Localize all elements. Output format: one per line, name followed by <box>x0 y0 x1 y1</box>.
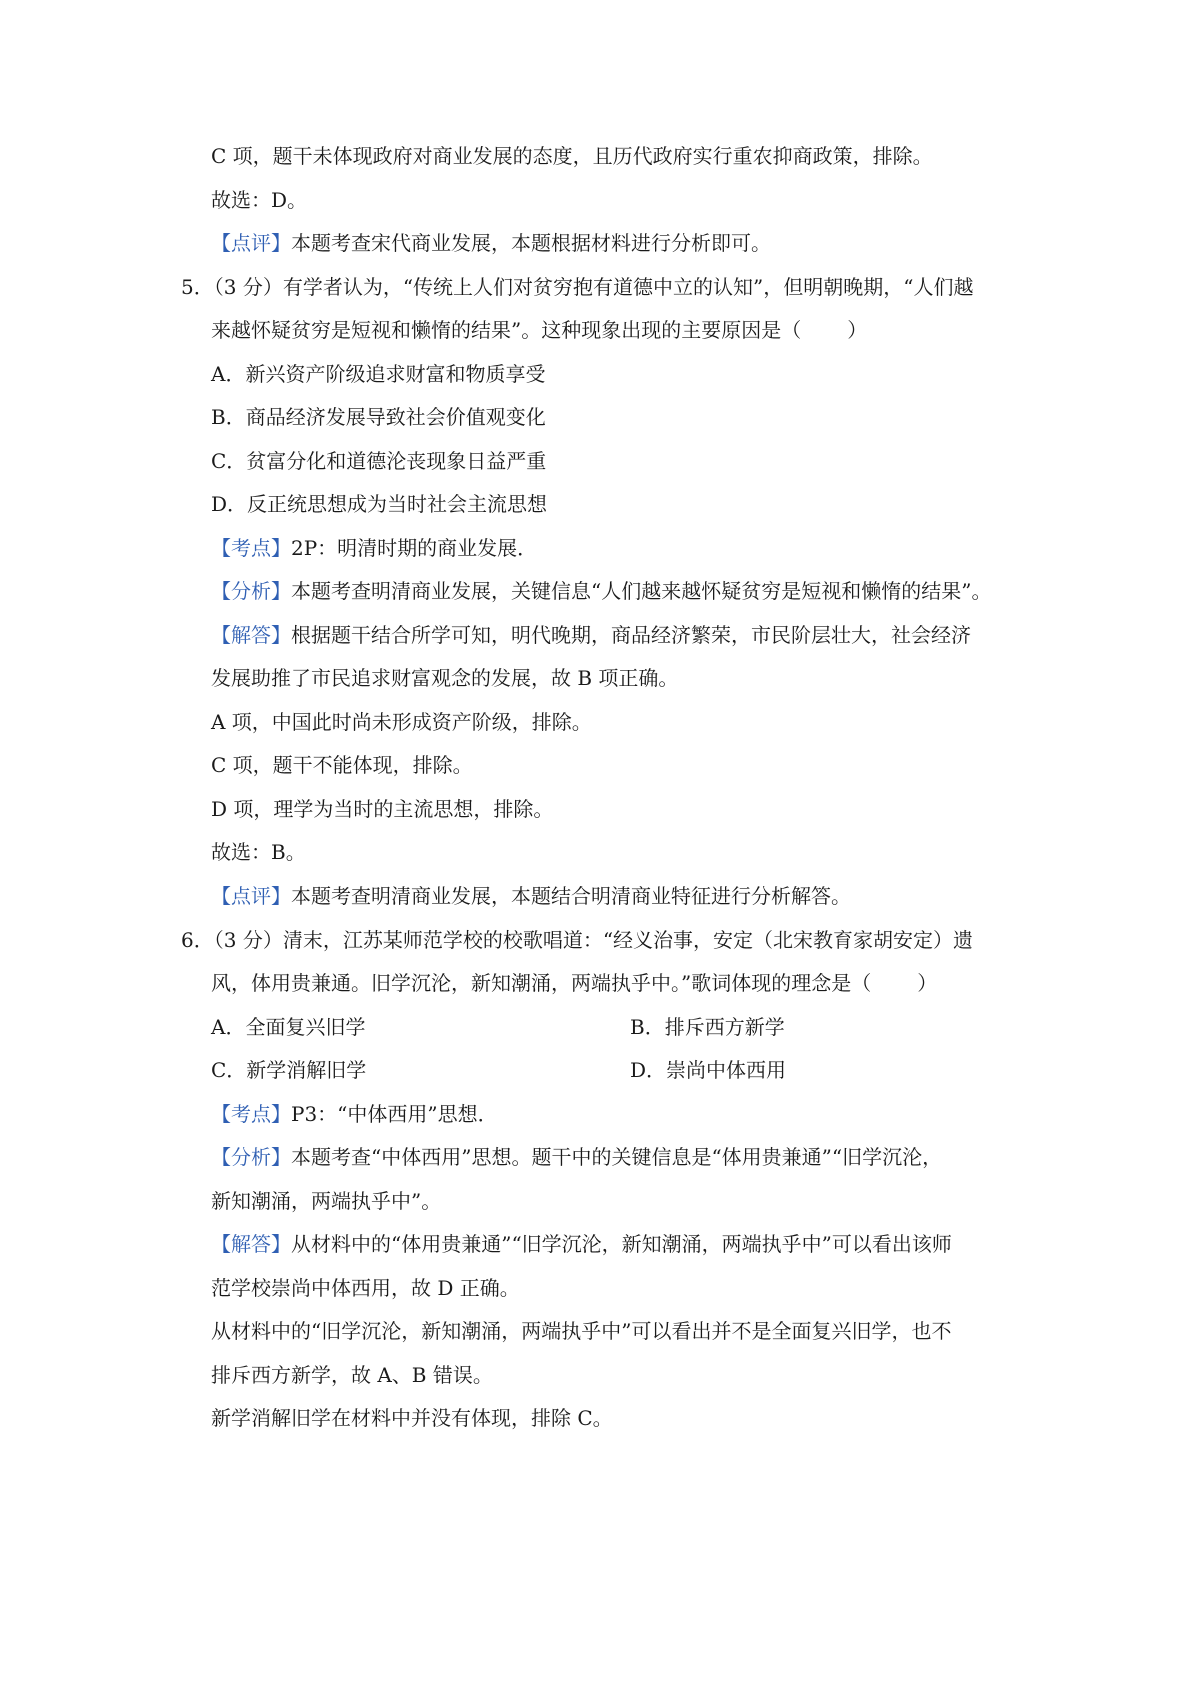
q5-analysis: 【分析】本题考查明清商业发展，关键信息“人们越来越怀疑贫穷是短视和懒惰的结果”。 <box>211 579 992 603</box>
q6-c-item: 新学消解旧学在材料中并没有体现，排除 C。 <box>211 1406 613 1430</box>
prev-comment <box>211 228 771 258</box>
answer-tag: 【解答】 <box>211 1232 291 1256</box>
q6-stem-line1: 6．（3 分）清末，江苏某师范学校的校歌唱道：“经义治事，安定（北宋教育家胡安定）遗 <box>181 928 974 952</box>
comment-tag: 【点评】 <box>211 884 291 908</box>
q6-point: 【考点】P3：“中体西用”思想． <box>211 1102 498 1126</box>
q5-option-d: D．反正统思想成为当时社会主流思想 <box>211 492 548 516</box>
point-tag: 【考点】 <box>211 1102 291 1126</box>
q5-answer-line1: 【解答】根据题干结合所学可知，明代晚期，商品经济繁荣，市民阶层壮大，社会经济 <box>211 623 971 647</box>
q6-answer-line2: 范学校崇尚中体西用，故 D 正确。 <box>211 1276 520 1300</box>
q5-choice: 故选：B。 <box>211 840 306 864</box>
q5-answer-line2: 发展助推了市民追求财富观念的发展，故 B 项正确。 <box>211 666 679 690</box>
q6-ab-line1: 从材料中的“旧学沉沦，新知潮涌，两端执乎中”可以看出并不是全面复兴旧学，也不 <box>211 1319 952 1343</box>
q5-option-b: B．商品经济发展导致社会价值观变化 <box>211 405 546 429</box>
analysis-tag: 【分析】 <box>211 1145 291 1169</box>
q5-stem-line1: 5．（3 分）有学者认为，“传统上人们对贫穷抱有道德中立的认知”，但明朝晚期，“人们越 <box>181 275 974 299</box>
q5-number: 5． <box>181 275 214 299</box>
q6-option-a: A．全面复兴旧学 <box>211 1015 366 1039</box>
prev-c-item: C 项，题干未体现政府对商业发展的态度，且历代政府实行重农抑商政策，排除。 <box>211 144 933 168</box>
q5-option-a: A．新兴资产阶级追求财富和物质享受 <box>211 362 546 386</box>
q6-option-d: D．崇尚中体西用 <box>630 1058 787 1082</box>
q5-comment: 【点评】本题考查明清商业发展，本题结合明清商业特征进行分析解答。 <box>211 884 851 908</box>
q6-option-b: B．排斥西方新学 <box>630 1015 785 1039</box>
q5-a-item: A 项，中国此时尚未形成资产阶级，排除。 <box>211 710 592 734</box>
q6-analysis-line2: 新知潮涌，两端执乎中”。 <box>211 1189 442 1213</box>
q6-answer-line1: 【解答】从材料中的“体用贵兼通”“旧学沉沦，新知潮涌，两端执乎中”可以看出该师 <box>211 1232 952 1256</box>
comment-tag: 【点评】 <box>211 231 291 255</box>
q6-ab-line2: 排斥西方新学，故 A、B 错误。 <box>211 1363 493 1387</box>
prev-choice: 故选：D。 <box>211 188 308 212</box>
answer-tag: 【解答】 <box>211 623 291 647</box>
point-tag: 【考点】 <box>211 536 291 560</box>
q5-d-item: D 项，理学为当时的主流思想，排除。 <box>211 797 554 821</box>
q5-option-c: C．贫富分化和道德沦丧现象日益严重 <box>211 449 547 473</box>
q6-option-c: C．新学消解旧学 <box>211 1058 367 1082</box>
comment-text: 本题考查宋代商业发展，本题根据材料进行分析即可。 <box>291 231 771 255</box>
analysis-tag: 【分析】 <box>211 579 291 603</box>
q5-c-item: C 项，题干不能体现，排除。 <box>211 753 473 777</box>
q6-stem-line2: 风，体用贵兼通。旧学沉沦，新知潮涌，两端执乎中。”歌词体现的理念是（ ） <box>211 971 938 995</box>
q6-analysis-line1: 【分析】本题考查“中体西用”思想。题干中的关键信息是“体用贵兼通”“旧学沉沦， <box>211 1145 943 1169</box>
q6-number: 6． <box>181 928 214 952</box>
q5-stem-line2: 来越怀疑贫穷是短视和懒惰的结果”。这种现象出现的主要原因是（ ） <box>211 318 868 342</box>
q6-options-row1 <box>211 1012 1011 1042</box>
q6-options-row2 <box>211 1055 1011 1085</box>
q5-point: 【考点】2P：明清时期的商业发展． <box>211 536 538 560</box>
